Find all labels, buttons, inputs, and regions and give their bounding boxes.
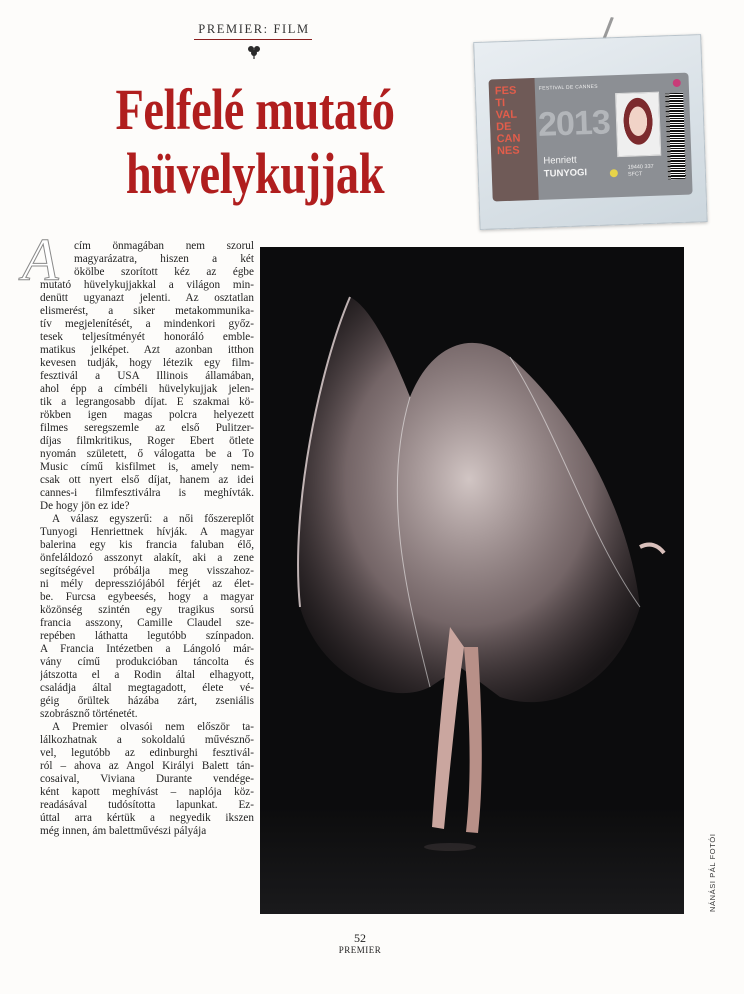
article-line: még innen, ám balettművészi pályája <box>40 825 207 837</box>
badge-festival-line: TI <box>495 96 506 110</box>
article-line: magyarázatra, hiszen a két <box>74 253 254 265</box>
article-line: ahol épp a címbéli hüvelykujjak jelen- <box>40 383 254 395</box>
article-line: rökben igen magas polcra helyezett <box>40 409 254 421</box>
article-line: repében láthatta legutóbb színpadon. <box>40 630 254 642</box>
photo-credit: NÁNÁSI PÁL FOTÓI <box>708 833 717 912</box>
article-line: elismerést, a siker metakommunika- <box>40 305 254 317</box>
badge-hole <box>673 79 681 87</box>
badge-first-name: Henriett <box>543 154 577 167</box>
article-line: Music című kisfilmet is, amely nem- <box>40 461 254 473</box>
badge-festival-line: NES <box>496 144 520 158</box>
festival-badge <box>472 14 709 227</box>
page-number: 52 <box>354 931 366 945</box>
dancer-veil-illustration <box>260 247 684 914</box>
article-line: úttal arra kértük a negyedik ikszen <box>40 812 254 824</box>
page-brand: PREMIER <box>338 945 382 955</box>
article-line: tesek teljesítményét honoráló emble- <box>40 331 254 343</box>
article-line: mutató hüvelykujjakkal a világon min- <box>40 279 254 291</box>
article-line: önfeláldozó asszonyt alakít, aki a zene <box>40 552 254 564</box>
headline-line-1: Felfelé mutató <box>115 77 395 142</box>
article-line: játszotta el a Rodin által elhagyott, <box>40 669 254 681</box>
badge-year: 2013 <box>537 103 611 144</box>
ornament-icon <box>246 43 262 59</box>
badge-festival-line: CAN <box>496 132 521 146</box>
badge-festival-text <box>495 84 537 157</box>
article-line: fesztivál a USA Illinois államában, <box>40 370 254 382</box>
section-rule <box>194 39 312 40</box>
article-line: A Francia Intézetben a Lángoló már- <box>40 643 254 655</box>
article-line: lálkozhatnak a sokoldalú művésznő- <box>40 734 254 746</box>
article-line: francia asszony, Camille Claudel sze- <box>40 617 254 629</box>
article-line: nyomán született, ő válogatta be a To <box>40 448 254 460</box>
badge-last-name: TUNYOGI <box>543 167 588 180</box>
article-line: ról – ahova az Angol Királyi Balett tán- <box>40 760 254 772</box>
badge-barcode <box>665 93 686 180</box>
article-line: ökölbe szorított kéz az égbe <box>74 266 254 278</box>
section-label: PREMIER: FILM <box>198 22 310 36</box>
article-line: cím önmagában nem szorul <box>74 240 254 252</box>
article-line: balerina egy kis francia faluban élő, <box>40 539 254 551</box>
article-line: filmes seregszemle az első Pulitzer- <box>40 422 254 434</box>
article-line: családja által megtagadott, élete vé- <box>40 682 254 694</box>
article-line: kevesen tudják, hogy létezik egy film- <box>40 357 254 369</box>
drop-cap: A <box>22 227 59 293</box>
article-line: géig őrültek házába zárt, zseniális <box>40 695 254 707</box>
article-line: díjas filmkritikus, Roger Ebert ötlete <box>40 435 254 447</box>
badge-code-3: 337 <box>644 163 654 171</box>
article-line: tív megjelenítését, a mindenkori győz- <box>40 318 254 330</box>
article-line: cannes-i filmfesztiválra is meghívták. <box>40 487 254 499</box>
headline <box>83 78 427 206</box>
badge-code <box>628 164 654 179</box>
article-line: közönség szintén egy tragikus sorsú <box>40 604 254 616</box>
article-line: readásával tudósította lapunkat. Ez- <box>40 799 254 811</box>
article-line: tik a legrangosabb díjat. E szakmai kö- <box>40 396 254 408</box>
article-body <box>40 240 254 838</box>
badge-code-1: 19440 <box>627 164 644 171</box>
headline-line-2: hüvelykujjak <box>125 141 385 206</box>
badge-festival-line: VAL <box>495 108 518 122</box>
article-line: matikus jelképet. Azt azonban itthon <box>40 344 254 356</box>
article-line: vel, legutóbb az edinburghi fesztivál- <box>40 747 254 759</box>
article-line: ként kapott meghívást – naplója köz- <box>40 786 254 798</box>
article-line: ni mély depressziójából férjét az élet- <box>40 578 254 590</box>
article-line: csak ott nyert első díjat, hanem az idei <box>40 474 254 486</box>
badge-card <box>489 73 693 202</box>
article-line: A Premier olvasói nem először ta- <box>52 721 254 733</box>
dancer-photo <box>260 247 684 914</box>
article-line: segítségével próbálja meg visszahoz- <box>40 565 254 577</box>
badge-festival-line: DE <box>495 120 512 134</box>
article-line: Tunyogi Henriettnek hívják. A magyar <box>40 526 254 538</box>
article-line: De hogy jön ez ide? <box>40 500 130 512</box>
article-line: cosaival, Viviana Durante vendége- <box>40 773 254 785</box>
badge-code-2: SFCT <box>627 171 643 178</box>
article-line: A válasz egyszerű: a női főszereplőt <box>52 513 254 525</box>
badge-portrait <box>615 92 661 157</box>
badge-festival-line: FES <box>494 84 517 98</box>
article-line: denütt ugyanazt jelenti. Az osztatlan <box>40 292 254 304</box>
badge-dot <box>610 169 618 177</box>
article-line: szobrásznő történetét. <box>40 708 138 720</box>
article-line: vány című produkcióban táncolta és <box>40 656 254 668</box>
article-line: be. Furcsa egybeesés, hogy a magyar <box>40 591 254 603</box>
badge-logo: FESTIVAL DE CANNES <box>538 83 598 92</box>
